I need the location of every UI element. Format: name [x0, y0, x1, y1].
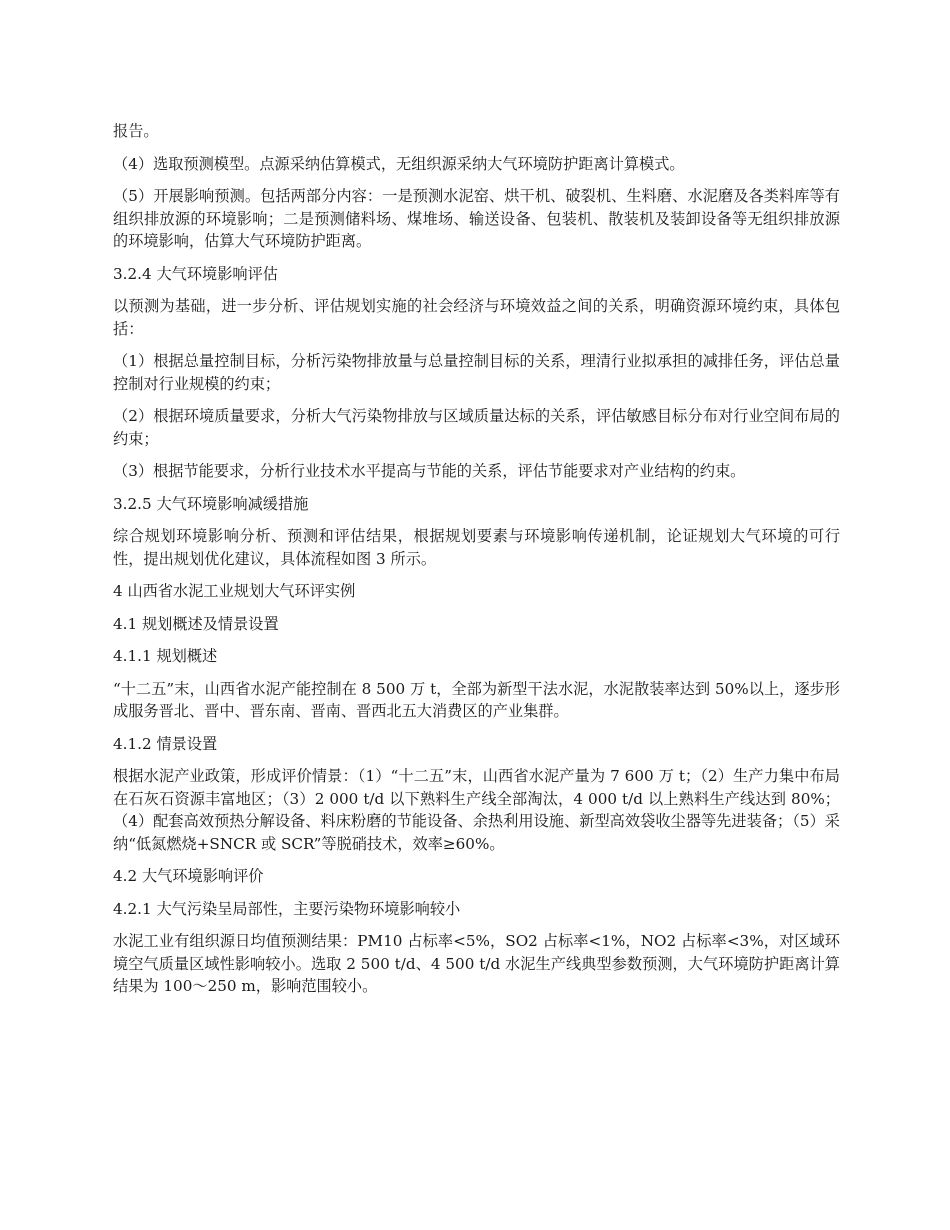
heading-4-1: 4.1 规划概述及情景设置 — [113, 614, 279, 633]
heading-3-2-4: 3.2.4 大气环境影响评估 — [113, 264, 278, 283]
document-body — [113, 120, 840, 1008]
paragraph-assessment-2: （2）根据环境质量要求，分析大气污染物排放与区域质量达标的关系，评估敏感目标分布对行业空间布局的约束； — [113, 407, 840, 448]
paragraph-prediction-results: 水泥工业有组织源日均值预测结果：PM10 占标率<5%，SO2 占标率<1%，NO2 占标率<3%，对区域环境空气质量区域性影响较小。选取 2 500 t/d、4 500 t/d 水泥生产线典型参数预测，大气环境防护距离计算结果为 100～250 m，影响范围较小。 — [113, 932, 840, 995]
heading-4-1-2: 4.1.2 情景设置 — [113, 734, 218, 753]
paragraph-scenario: 根据水泥产业政策，形成评价情景：（1）“十二五”末，山西省水泥产量为 7 600 万 t；（2）生产力集中布局在石灰石资源丰富地区；（3）2 000 t/d 以下熟料生产线全部淘汰，4 000 t/d 以上熟料生产线达到 80%；（4）配套高效预热分解设备、料床粉磨的节能设备、余热利用设施、新型高效袋收尘器等先进装备；（5）采纳“低氮燃烧+SNCR 或 SCR”等脱硝技术，效率≥60%。 — [113, 767, 840, 853]
paragraph-assessment-1: （1）根据总量控制目标，分析污染物排放量与总量控制目标的关系，理清行业拟承担的减排任务，评估总量控制对行业规模的约束； — [113, 352, 840, 393]
paragraph-step-4: （4）选取预测模型。点源采纳估算模式，无组织源采纳大气环境防护距离计算模式。 — [113, 154, 685, 173]
heading-3-2-5: 3.2.5 大气环境影响减缓措施 — [113, 494, 309, 513]
paragraph-mitigation: 综合规划环境影响分析、预测和评估结果，根据规划要素与环境影响传递机制，论证规划大气环境的可行性，提出规划优化建议，具体流程如图 3 所示。 — [113, 527, 840, 568]
paragraph-step-5: （5）开展影响预测。包括两部分内容：一是预测水泥窑、烘干机、破裂机、生料磨、水泥磨及各类料库等有组织排放源的环境影响；二是预测储料场、煤堆场、输送设备、包装机、散装机及装卸设备等无组织排放源的环境影响，估算大气环境防护距离。 — [113, 187, 840, 250]
heading-4-2-1: 4.2.1 大气污染呈局部性，主要污染物环境影响较小 — [113, 899, 461, 918]
heading-4-2: 4.2 大气环境影响评价 — [113, 867, 264, 885]
heading-4: 4 山西省水泥工业规划大气环评实例 — [113, 582, 356, 600]
paragraph-assessment-intro: 以预测为基础，进一步分析、评估规划实施的社会经济与环境效益之间的关系，明确资源环境约束，具体包括： — [113, 297, 840, 338]
paragraph-plan-overview: “十二五”末，山西省水泥产能控制在 8 500 万 t，全部为新型干法水泥，水泥散装率达到 50%以上，逐步形成服务晋北、晋中、晋东南、晋南、晋西北五大消费区的产业集群。 — [113, 679, 840, 720]
heading-4-1-1: 4.1.1 规划概述 — [113, 647, 218, 665]
paragraph-continuation: 报告。 — [113, 122, 159, 140]
paragraph-assessment-3: （3）根据节能要求，分析行业技术水平提高与节能的关系，评估节能要求对产业结构的约束。 — [113, 462, 746, 480]
